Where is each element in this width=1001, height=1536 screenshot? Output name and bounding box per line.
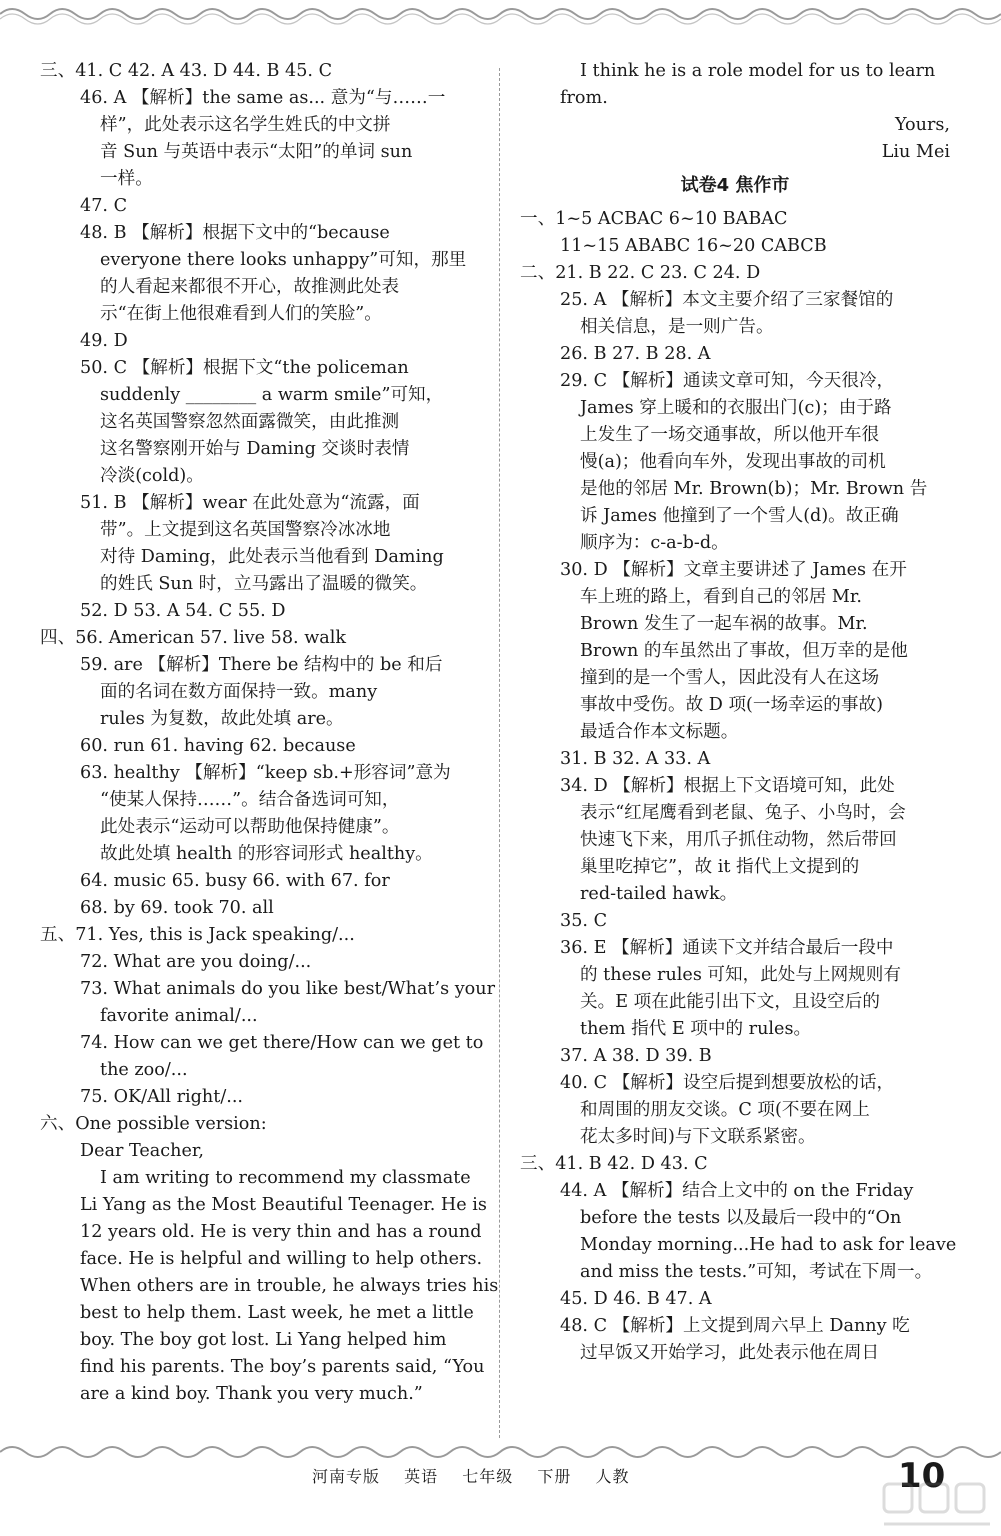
- letter-ending: [520, 58, 950, 166]
- right-line: before the tests 以及最后一段中的“On: [580, 1208, 902, 1228]
- left-line: favorite animal/...: [100, 1006, 258, 1026]
- section-title: 试卷4 焦作市: [680, 175, 790, 196]
- right-line: 35. C: [560, 911, 608, 931]
- right-line: Brown 发生了一起车祸的故事。Mr.: [580, 614, 868, 634]
- left-column: [40, 58, 499, 1408]
- right_top-line: Yours,: [894, 115, 950, 135]
- left-line: 48. B 【解析】根据下文中的“because: [80, 223, 390, 243]
- top-wave-border: [0, 0, 1001, 28]
- right-line: 二、21. B 22. C 23. C 24. D: [520, 263, 761, 283]
- left-line: Li Yang as the Most Beautiful Teenager. He is: [80, 1195, 487, 1215]
- left-line: 51. B 【解析】wear 在此处意为“流露，面: [80, 493, 420, 513]
- page-footer: [0, 1458, 1001, 1498]
- answer-list-test-4: [520, 206, 957, 1367]
- right-line: 诉 James 他撞到了一个雪人(d)。故正确: [580, 506, 899, 526]
- left-line: 74. How can we get there/How can we get to: [80, 1033, 484, 1053]
- right-line: 44. A 【解析】结合上文中的 on the Friday: [560, 1181, 914, 1201]
- left-line: 47. C: [80, 196, 128, 216]
- right-line: 29. C 【解析】通读文章可知，今天很冷，: [560, 371, 895, 391]
- left-line: suddenly ________ a warm smile”可知，: [100, 385, 444, 405]
- right-line: 过早饭又开始学习，此处表示他在周日: [580, 1343, 880, 1363]
- right-line: 是他的邻居 Mr. Brown(b)；Mr. Brown 告: [580, 479, 928, 499]
- left-line: rules 为复数，故此处填 are。: [100, 709, 344, 729]
- footer-grade: 七年级: [462, 1467, 514, 1486]
- footer-publisher: 人教: [595, 1467, 630, 1486]
- right-line: 相关信息，是一则广告。: [580, 317, 774, 337]
- right-line: 巢里吃掉它”，故 it 指代上文提到的: [580, 857, 860, 877]
- right-line: and miss the tests.”可知，考试在下周一。: [580, 1262, 933, 1282]
- left-line: 的人看起来都很不开心，故推测此处表: [100, 277, 400, 297]
- watermark-logo-image: [880, 1480, 995, 1532]
- footer-info: [312, 1464, 647, 1487]
- right-line: 26. B 27. B 28. A: [560, 344, 711, 364]
- right-line: 三、41. B 42. D 43. C: [520, 1154, 708, 1174]
- left-line: face. He is helpful and willing to help others.: [80, 1249, 483, 1269]
- right-line: 事故中受伤。故 D 项(一场幸运的事故): [580, 695, 883, 715]
- right-line: 40. C 【解析】设空后提到想要放松的话，: [560, 1073, 895, 1093]
- left-line: 68. by 69. took 70. all: [80, 898, 274, 918]
- left-line: 49. D: [80, 331, 128, 351]
- left-line: 75. OK/All right/...: [80, 1087, 244, 1107]
- footer-volume: 下册: [537, 1467, 572, 1486]
- right-line: 关。E 项在此能引出下文，且设空后的: [580, 992, 880, 1012]
- right-line: red-tailed hawk。: [580, 884, 738, 904]
- right-line: 37. A 38. D 39. B: [560, 1046, 712, 1066]
- right-line: 表示“红尾鹰看到老鼠、兔子、小鸟时，会: [580, 803, 906, 823]
- right-line: 车上班的路上，看到自己的邻居 Mr.: [580, 587, 862, 607]
- left-line: 示“在街上他很难看到人们的笑脸”。: [100, 304, 382, 324]
- left-line: 带”。上文提到这名英国警察冷冰冰地: [100, 520, 391, 540]
- left-line: 对待 Daming，此处表示当他看到 Daming: [100, 547, 444, 567]
- right_top-line: I think he is a role model for us to learn: [580, 61, 936, 81]
- left-line: 故此处填 health 的形容词形式 healthy。: [100, 844, 433, 864]
- right-line: 25. A 【解析】本文主要介绍了三家餐馆的: [560, 290, 894, 310]
- left-line: 三、41. C 42. A 43. D 44. B 45. C: [40, 61, 333, 81]
- left-line: Dear Teacher,: [80, 1141, 204, 1161]
- footer-subject: 英语: [404, 1467, 439, 1486]
- left-line: find his parents. The boy’s parents said, “You: [80, 1357, 485, 1377]
- footer-edition: 河南专版: [312, 1467, 381, 1486]
- left-line: 这名英国警察忽然面露微笑，由此推测: [100, 412, 400, 432]
- right-line: 撞到的是一个雪人，因此没有人在这场: [580, 668, 880, 688]
- left-line: 冷淡(cold)。: [100, 466, 204, 486]
- left-line: 72. What are you doing/...: [80, 952, 312, 972]
- left-line: 73. What animals do you like best/What’s your: [80, 979, 495, 999]
- left-line: 64. music 65. busy 66. with 67. for: [80, 871, 390, 891]
- right-line: 的 these rules 可知，此处与上网规则有: [580, 965, 901, 985]
- right-line: 30. D 【解析】文章主要讲述了 James 在开: [560, 560, 907, 580]
- left-line: 50. C 【解析】根据下文“the policeman: [80, 358, 409, 378]
- left-line: 60. run 61. having 62. because: [80, 736, 356, 756]
- left-line: 63. healthy 【解析】“keep sb.+形容词”意为: [80, 763, 451, 783]
- left-line: “使某人保持……”。结合备选词可知，: [100, 790, 400, 810]
- right-line: 和周围的朋友交谈。C 项(不要在网上: [580, 1100, 870, 1120]
- left-line: 六、One possible version:: [40, 1114, 267, 1134]
- right-line: 顺序为：c-a-b-d。: [580, 533, 729, 553]
- right-column: [520, 58, 957, 1367]
- right-line: 45. D 46. B 47. A: [560, 1289, 712, 1309]
- right-line: 48. C 【解析】上文提到周六早上 Danny 吃: [560, 1316, 910, 1336]
- column-divider: [499, 68, 500, 1438]
- left-line: are a kind boy. Thank you very much.”: [80, 1384, 423, 1404]
- left-line: 样”，此处表示这名学生姓氏的中文拼: [100, 115, 391, 135]
- left-line: best to help them. Last week, he met a little: [80, 1303, 474, 1323]
- left-line: everyone there looks unhappy”可知，那里: [100, 250, 467, 270]
- left-line: 这名警察刚开始与 Daming 交谈时表情: [100, 439, 410, 459]
- right-line: 36. E 【解析】通读下文并结合最后一段中: [560, 938, 894, 958]
- right-line: 最适合作本文标题。: [580, 722, 739, 742]
- left-line: 面的名词在数方面保持一致。many: [100, 682, 378, 702]
- left-line: 52. D 53. A 54. C 55. D: [80, 601, 286, 621]
- right-line: 一、1~5 ACBAC 6~10 BABAC: [520, 209, 788, 229]
- left-line: 的姓氏 Sun 时，立马露出了温暖的微笑。: [100, 574, 428, 594]
- left-line: 46. A 【解析】the same as... 意为“与……一: [80, 88, 446, 108]
- left-line: I am writing to recommend my classmate: [100, 1168, 471, 1188]
- right-line: Monday morning...He had to ask for leave: [580, 1235, 957, 1255]
- right_top-line: Liu Mei: [881, 142, 950, 162]
- left-line: 一样。: [100, 169, 153, 189]
- right-line: them 指代 E 项中的 rules。: [580, 1019, 812, 1039]
- right-line: 11~15 ABABC 16~20 CABCB: [560, 236, 827, 256]
- left-line: 音 Sun 与英语中表示“太阳”的单词 sun: [100, 142, 413, 162]
- right-line: 31. B 32. A 33. A: [560, 749, 711, 769]
- right-line: Brown 的车虽然出了事故，但万幸的是他: [580, 641, 908, 661]
- left-line: 此处表示“运动可以帮助他保持健康”。: [100, 817, 400, 837]
- right_top-line: from.: [560, 88, 608, 108]
- left-line: 五、71. Yes, this is Jack speaking/...: [40, 925, 355, 945]
- right-line: James 穿上暖和的衣服出门(c)；由于路: [580, 398, 892, 418]
- left-line: boy. The boy got lost. Li Yang helped him: [80, 1330, 447, 1350]
- left-line: When others are in trouble, he always tries his: [80, 1276, 499, 1296]
- right-line: 34. D 【解析】根据上下文语境可知，此处: [560, 776, 895, 796]
- right-line: 慢(a)；他看向车外，发现出事故的司机: [580, 452, 886, 472]
- page-number: 10: [898, 1456, 946, 1496]
- left-line: 12 years old. He is very thin and has a round: [80, 1222, 482, 1242]
- left-line: the zoo/...: [100, 1060, 188, 1080]
- left-line: 59. are 【解析】There be 结构中的 be 和后: [80, 655, 443, 675]
- left-line: 四、56. American 57. live 58. walk: [40, 628, 347, 648]
- right-line: 快速飞下来，用爪子抓住动物，然后带回: [580, 830, 897, 850]
- right-line: 花太多时间)与下文联系紧密。: [580, 1127, 816, 1147]
- right-line: 上发生了一场交通事故，所以他开车很: [580, 425, 880, 445]
